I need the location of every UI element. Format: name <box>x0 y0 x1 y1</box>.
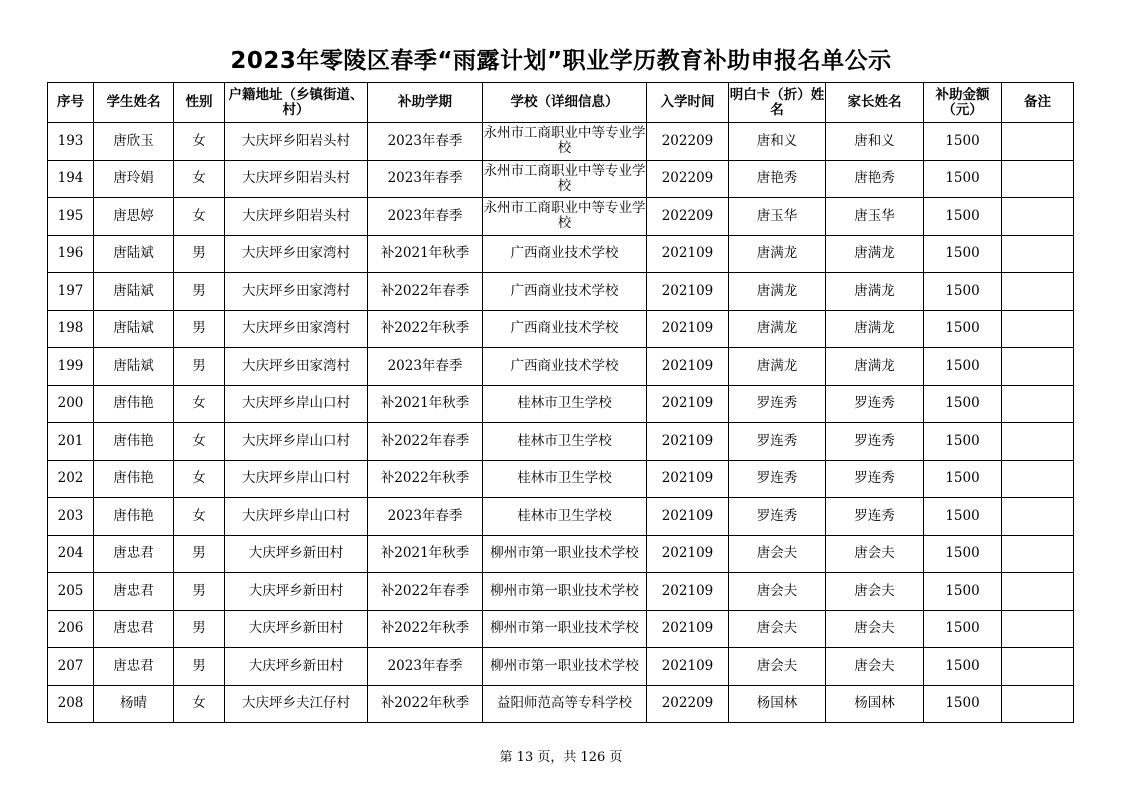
table-cell <box>1002 423 1074 461</box>
table-cell: 202109 <box>647 310 729 348</box>
table-cell: 广西商业技术学校 <box>483 348 647 386</box>
table-cell: 男 <box>174 610 225 648</box>
column-header: 序号 <box>48 83 94 123</box>
table-cell: 1500 <box>924 123 1002 161</box>
table-cell: 大庆坪乡田家湾村 <box>225 348 368 386</box>
table-row <box>48 235 1074 273</box>
table-cell: 大庆坪乡新田村 <box>225 573 368 611</box>
table-cell: 大庆坪乡新田村 <box>225 648 368 686</box>
column-header: 备注 <box>1002 83 1074 123</box>
table-cell: 202109 <box>647 535 729 573</box>
table-cell: 193 <box>48 123 94 161</box>
table-cell: 1500 <box>924 685 1002 723</box>
table-cell: 2023年春季 <box>368 160 483 198</box>
table-cell: 唐玲娟 <box>94 160 174 198</box>
table-cell: 202209 <box>647 123 729 161</box>
page-number: 第 13 页，共 126 页 <box>499 750 623 765</box>
table-cell: 1500 <box>924 235 1002 273</box>
table-cell: 广西商业技术学校 <box>483 273 647 311</box>
table-cell: 女 <box>174 685 225 723</box>
table-cell: 女 <box>174 423 225 461</box>
table-cell: 罗连秀 <box>729 460 826 498</box>
table-cell: 2023年春季 <box>368 348 483 386</box>
table-cell <box>1002 385 1074 423</box>
table-cell: 唐满龙 <box>729 273 826 311</box>
table-cell: 男 <box>174 573 225 611</box>
table-cell <box>1002 685 1074 723</box>
table-cell: 唐会夫 <box>729 535 826 573</box>
table-cell: 大庆坪乡岸山口村 <box>225 385 368 423</box>
table-cell: 柳州市第一职业技术学校 <box>483 610 647 648</box>
column-header: 明白卡（折）姓名 <box>729 83 826 123</box>
table-cell: 唐会夫 <box>729 573 826 611</box>
table-cell: 罗连秀 <box>729 423 826 461</box>
table-cell: 桂林市卫生学校 <box>483 423 647 461</box>
table-cell: 男 <box>174 648 225 686</box>
table-cell: 196 <box>48 235 94 273</box>
table-cell: 罗连秀 <box>826 498 924 536</box>
table-cell: 唐满龙 <box>826 273 924 311</box>
table-row <box>48 423 1074 461</box>
table-row <box>48 535 1074 573</box>
table-cell: 199 <box>48 348 94 386</box>
table-cell: 唐和义 <box>729 123 826 161</box>
table-cell: 205 <box>48 573 94 611</box>
table-row <box>48 385 1074 423</box>
table-cell: 大庆坪乡田家湾村 <box>225 235 368 273</box>
table-cell: 男 <box>174 310 225 348</box>
table-cell: 柳州市第一职业技术学校 <box>483 573 647 611</box>
table-cell: 补2021年秋季 <box>368 235 483 273</box>
table-cell <box>1002 498 1074 536</box>
table-cell: 1500 <box>924 423 1002 461</box>
table-cell: 唐满龙 <box>729 235 826 273</box>
table-cell: 杨国林 <box>729 685 826 723</box>
table-cell: 大庆坪乡岸山口村 <box>225 423 368 461</box>
table-cell <box>1002 160 1074 198</box>
column-header: 补助金额（元） <box>924 83 1002 123</box>
table-cell: 201 <box>48 423 94 461</box>
table-cell: 202109 <box>647 385 729 423</box>
table-cell <box>1002 273 1074 311</box>
table-cell <box>1002 610 1074 648</box>
table-cell: 1500 <box>924 610 1002 648</box>
table-row <box>48 498 1074 536</box>
table-cell: 男 <box>174 535 225 573</box>
table-cell: 大庆坪乡阳岩头村 <box>225 160 368 198</box>
table-cell: 2023年春季 <box>368 648 483 686</box>
table-cell: 补2022年秋季 <box>368 685 483 723</box>
table-cell: 广西商业技术学校 <box>483 310 647 348</box>
table-cell: 唐满龙 <box>826 348 924 386</box>
table-cell: 202109 <box>647 235 729 273</box>
table-cell: 2023年春季 <box>368 198 483 236</box>
table-cell: 204 <box>48 535 94 573</box>
table-cell: 女 <box>174 460 225 498</box>
table-cell: 大庆坪乡岸山口村 <box>225 498 368 536</box>
column-header: 补助学期 <box>368 83 483 123</box>
table-cell: 大庆坪乡新田村 <box>225 610 368 648</box>
table-cell: 202109 <box>647 648 729 686</box>
table-cell: 唐陆斌 <box>94 310 174 348</box>
table-cell: 1500 <box>924 198 1002 236</box>
column-header: 入学时间 <box>647 83 729 123</box>
table-cell <box>1002 648 1074 686</box>
table-cell: 补2021年秋季 <box>368 385 483 423</box>
table-cell: 唐会夫 <box>729 648 826 686</box>
page-title: 2023年零陵区春季“雨露计划”职业学历教育补助申报名单公示 <box>230 48 892 74</box>
table-cell: 202 <box>48 460 94 498</box>
roster-table <box>47 82 1074 723</box>
table-cell: 1500 <box>924 498 1002 536</box>
table-cell: 唐伟艳 <box>94 460 174 498</box>
table-cell: 唐会夫 <box>729 610 826 648</box>
table-cell: 唐满龙 <box>826 310 924 348</box>
table-cell: 唐玉华 <box>729 198 826 236</box>
table-cell: 唐会夫 <box>826 648 924 686</box>
table-cell <box>1002 535 1074 573</box>
table-cell: 补2022年春季 <box>368 423 483 461</box>
table-cell: 杨晴 <box>94 685 174 723</box>
table-cell: 罗连秀 <box>826 385 924 423</box>
table-cell: 1500 <box>924 460 1002 498</box>
table-cell: 唐思婷 <box>94 198 174 236</box>
table-row <box>48 348 1074 386</box>
table-cell: 202109 <box>647 460 729 498</box>
table-cell <box>1002 573 1074 611</box>
table-cell: 补2022年秋季 <box>368 310 483 348</box>
table-cell: 唐满龙 <box>729 348 826 386</box>
table-cell: 永州市工商职业中等专业学校 <box>483 198 647 236</box>
table-cell: 永州市工商职业中等专业学校 <box>483 123 647 161</box>
table-row <box>48 198 1074 236</box>
table-cell: 大庆坪乡夫江仔村 <box>225 685 368 723</box>
table-cell: 补2022年春季 <box>368 273 483 311</box>
table-cell: 唐玉华 <box>826 198 924 236</box>
table-cell: 1500 <box>924 573 1002 611</box>
table-cell: 唐满龙 <box>826 235 924 273</box>
table-cell: 桂林市卫生学校 <box>483 385 647 423</box>
table-cell: 罗连秀 <box>729 385 826 423</box>
table-cell: 194 <box>48 160 94 198</box>
table-cell: 唐忠君 <box>94 573 174 611</box>
table-cell: 1500 <box>924 160 1002 198</box>
table-cell: 唐陆斌 <box>94 273 174 311</box>
table-cell: 大庆坪乡阳岩头村 <box>225 123 368 161</box>
table-cell: 补2022年春季 <box>368 573 483 611</box>
table-cell: 罗连秀 <box>729 498 826 536</box>
table-row <box>48 123 1074 161</box>
table-row <box>48 685 1074 723</box>
table-cell: 唐满龙 <box>729 310 826 348</box>
table-cell: 唐会夫 <box>826 610 924 648</box>
table-cell: 桂林市卫生学校 <box>483 498 647 536</box>
table-cell: 202109 <box>647 573 729 611</box>
table-cell: 唐艳秀 <box>729 160 826 198</box>
table-cell: 杨国林 <box>826 685 924 723</box>
table-cell: 1500 <box>924 310 1002 348</box>
table-cell: 桂林市卫生学校 <box>483 460 647 498</box>
table-cell: 唐会夫 <box>826 573 924 611</box>
table-row <box>48 460 1074 498</box>
table-cell: 203 <box>48 498 94 536</box>
table-cell <box>1002 198 1074 236</box>
table-row <box>48 573 1074 611</box>
table-cell: 女 <box>174 385 225 423</box>
table-cell: 唐和义 <box>826 123 924 161</box>
table-row <box>48 610 1074 648</box>
table-cell: 208 <box>48 685 94 723</box>
table-cell: 大庆坪乡岸山口村 <box>225 460 368 498</box>
table-cell: 罗连秀 <box>826 423 924 461</box>
table-cell: 1500 <box>924 385 1002 423</box>
table-cell: 198 <box>48 310 94 348</box>
table-cell: 补2021年秋季 <box>368 535 483 573</box>
table-cell: 女 <box>174 198 225 236</box>
table-cell: 女 <box>174 160 225 198</box>
table-cell: 大庆坪乡新田村 <box>225 535 368 573</box>
table-cell: 益阳师范高等专科学校 <box>483 685 647 723</box>
table-cell: 男 <box>174 235 225 273</box>
table-cell: 202109 <box>647 348 729 386</box>
table-cell: 大庆坪乡田家湾村 <box>225 310 368 348</box>
table-cell: 2023年春季 <box>368 123 483 161</box>
table-cell: 唐陆斌 <box>94 235 174 273</box>
table-row <box>48 273 1074 311</box>
table-cell: 大庆坪乡田家湾村 <box>225 273 368 311</box>
column-header: 学生姓名 <box>94 83 174 123</box>
table-row <box>48 310 1074 348</box>
table-cell: 唐欣玉 <box>94 123 174 161</box>
column-header: 户籍地址（乡镇街道、村） <box>225 83 368 123</box>
table-cell: 200 <box>48 385 94 423</box>
table-cell: 唐艳秀 <box>826 160 924 198</box>
table-cell: 唐忠君 <box>94 648 174 686</box>
table-cell: 207 <box>48 648 94 686</box>
table-cell: 柳州市第一职业技术学校 <box>483 648 647 686</box>
table-cell <box>1002 310 1074 348</box>
table-cell: 唐伟艳 <box>94 498 174 536</box>
table-cell: 补2022年秋季 <box>368 460 483 498</box>
column-header: 家长姓名 <box>826 83 924 123</box>
table-cell: 永州市工商职业中等专业学校 <box>483 160 647 198</box>
table-cell <box>1002 348 1074 386</box>
table-cell: 罗连秀 <box>826 460 924 498</box>
table-cell: 唐伟艳 <box>94 385 174 423</box>
table-row <box>48 160 1074 198</box>
table-cell: 唐忠君 <box>94 535 174 573</box>
table-cell: 男 <box>174 348 225 386</box>
table-cell: 202109 <box>647 423 729 461</box>
table-cell: 柳州市第一职业技术学校 <box>483 535 647 573</box>
table-cell: 唐陆斌 <box>94 348 174 386</box>
table-cell: 唐伟艳 <box>94 423 174 461</box>
table-row <box>48 648 1074 686</box>
column-header: 性别 <box>174 83 225 123</box>
table-cell: 1500 <box>924 348 1002 386</box>
table-cell: 202109 <box>647 498 729 536</box>
table-cell: 202109 <box>647 273 729 311</box>
table-body <box>48 123 1074 723</box>
table-cell: 202209 <box>647 198 729 236</box>
table-cell: 206 <box>48 610 94 648</box>
table-cell: 202209 <box>647 160 729 198</box>
table-cell: 补2022年秋季 <box>368 610 483 648</box>
table-cell: 202109 <box>647 610 729 648</box>
table-cell <box>1002 460 1074 498</box>
table-cell: 197 <box>48 273 94 311</box>
table-cell <box>1002 123 1074 161</box>
table-cell: 202209 <box>647 685 729 723</box>
table-cell: 男 <box>174 273 225 311</box>
table-cell: 2023年春季 <box>368 498 483 536</box>
table-cell: 女 <box>174 123 225 161</box>
table-header-row <box>48 83 1074 123</box>
column-header: 学校（详细信息） <box>483 83 647 123</box>
table-cell: 1500 <box>924 648 1002 686</box>
table-cell: 女 <box>174 498 225 536</box>
table-cell: 195 <box>48 198 94 236</box>
table-cell: 唐会夫 <box>826 535 924 573</box>
table-cell: 大庆坪乡阳岩头村 <box>225 198 368 236</box>
table-cell: 唐忠君 <box>94 610 174 648</box>
table-cell <box>1002 235 1074 273</box>
table-cell: 广西商业技术学校 <box>483 235 647 273</box>
table-cell: 1500 <box>924 535 1002 573</box>
table-cell: 1500 <box>924 273 1002 311</box>
